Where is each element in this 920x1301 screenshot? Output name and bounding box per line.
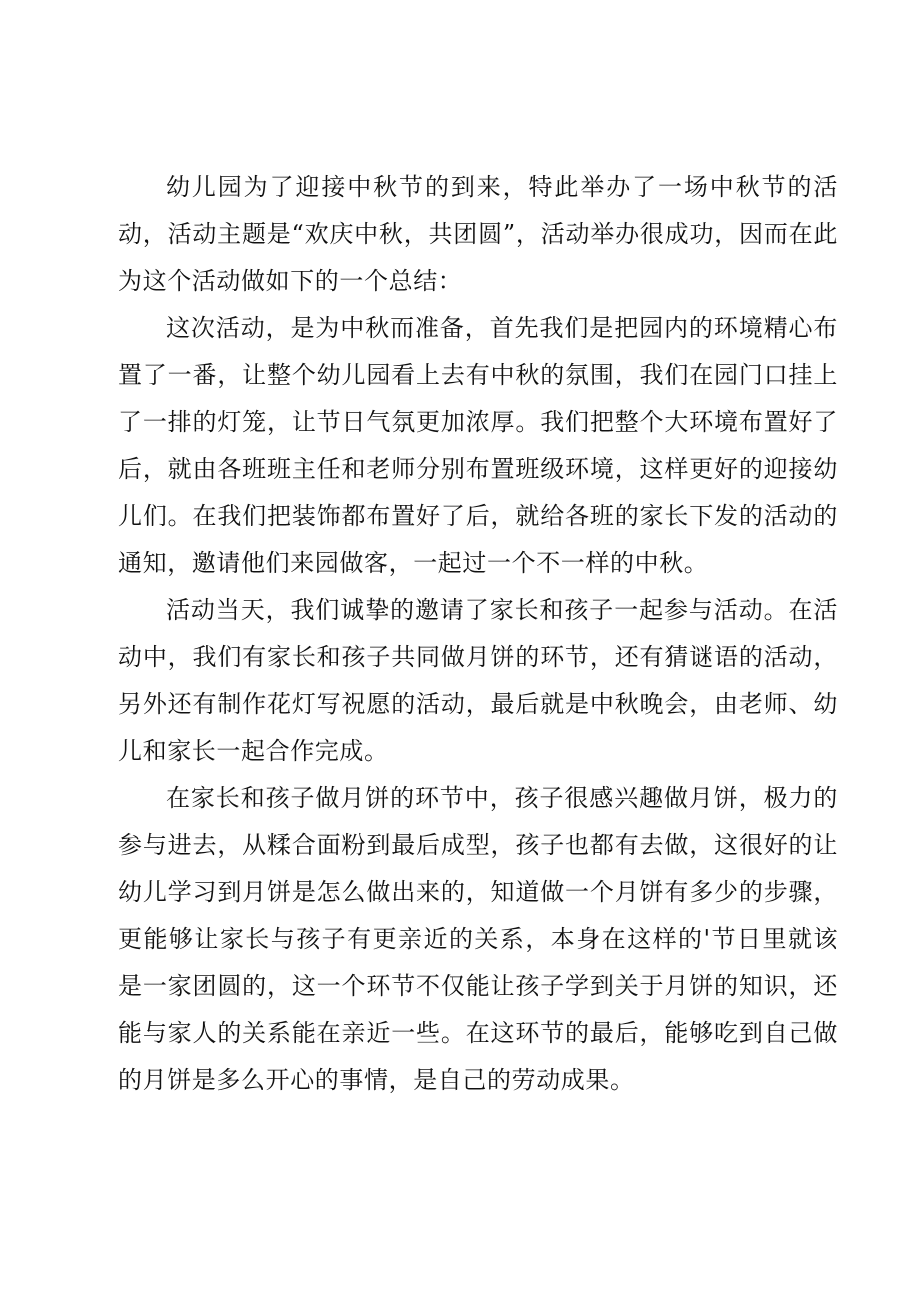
paragraph-preparation: 这次活动，是为中秋而准备，首先我们是把园内的环境精心布置了一番，让整个幼儿园看上去有中秋的氛围，我们在园门口挂上了一排的灯笼，让节日气氛更加浓厚。我们把整个大环境布置好了后，就由各班班主任和老师分别布置班级环境，这样更好的迎接幼儿们。在我们把装饰都布置好了后，就给各班的家长下发的活动的通知，邀请他们来园做客，一起过一个不一样的中秋。	[118, 314, 838, 577]
paragraph-activity-day: 活动当天，我们诚挚的邀请了家长和孩子一起参与活动。在活动中，我们有家长和孩子共同做月饼的环节，还有猜谜语的活动，另外还有制作花灯写祝愿的活动，最后就是中秋晚会，由老师、幼儿和家长一起合作完成。	[118, 596, 838, 765]
paragraph-intro: 幼儿园为了迎接中秋节的到来，特此举办了一场中秋节的活动，活动主题是“欢庆中秋，共团圆”，活动举办很成功，因而在此为这个活动做如下的一个总结：	[118, 173, 838, 295]
document-body	[118, 164, 838, 1104]
paragraph-mooncake-making: 在家长和孩子做月饼的环节中，孩子很感兴趣做月饼，极力的参与进去，从糅合面粉到最后成型，孩子也都有去做，这很好的让幼儿学习到月饼是怎么做出来的，知道做一个月饼有多少的步骤，更能够让家长与孩子有更亲近的关系，本身在这样的'节日里就该是一家团圆的，这一个环节不仅能让孩子学到关于月饼的知识，还能与家人的关系能在亲近一些。在这环节的最后，能够吃到自己做的月饼是多么开心的事情，是自己的劳动成果。	[118, 784, 838, 1094]
